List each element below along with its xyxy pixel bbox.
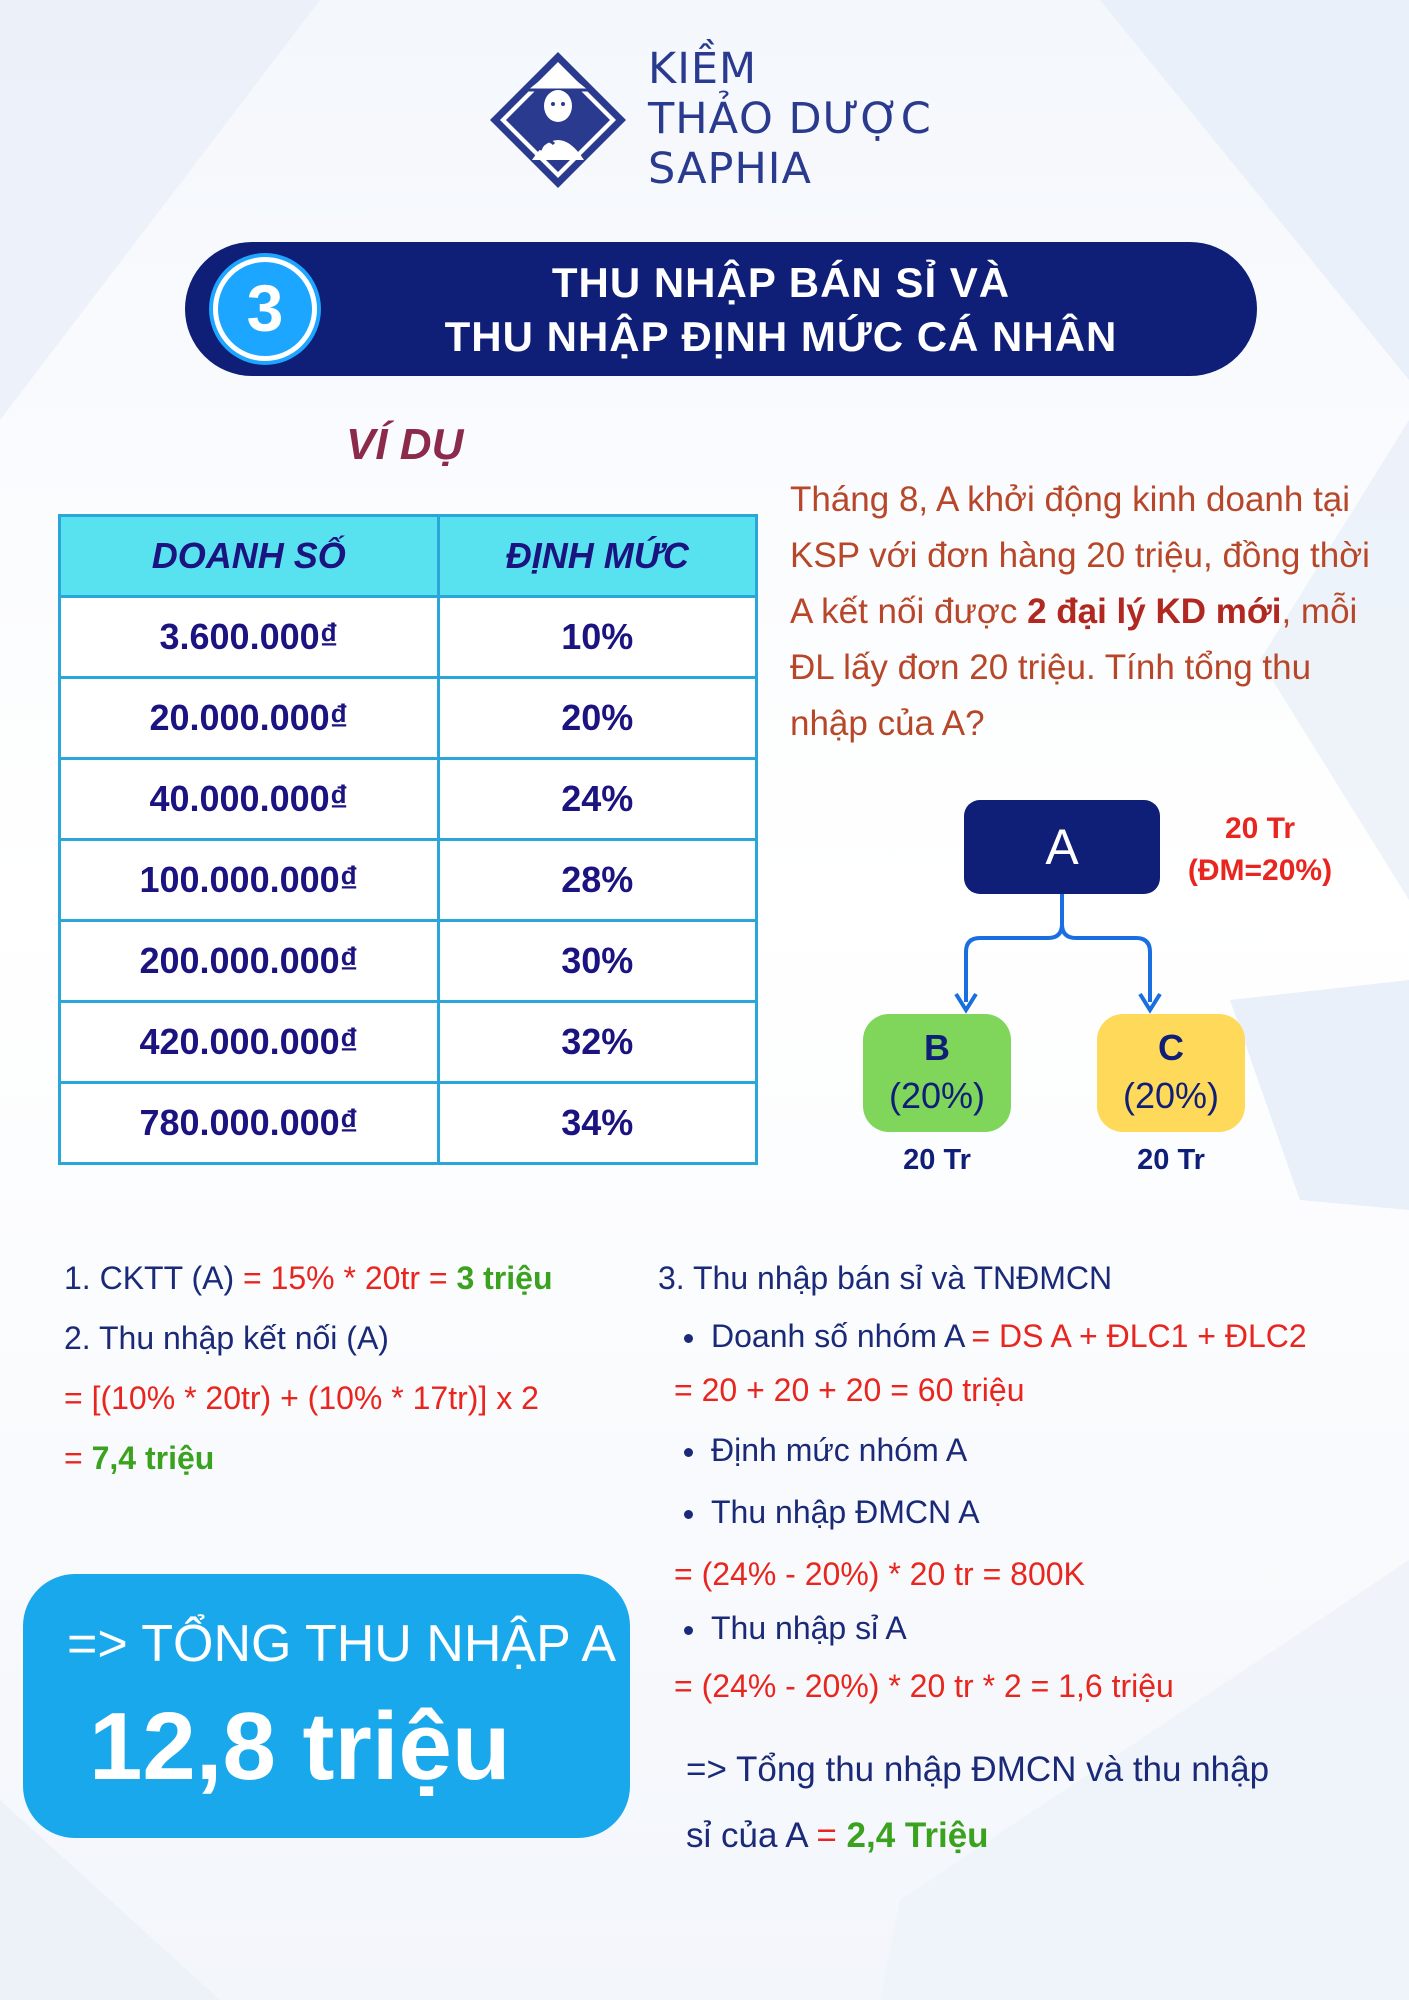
- personal-income-label: Thu nhập ĐMCN A: [711, 1494, 980, 1530]
- bullet-dot: [684, 1626, 693, 1635]
- bullet-dot: [684, 1448, 693, 1457]
- tree-node-c: [1097, 1014, 1245, 1132]
- calc-step-2-label: 2. Thu nhập kết nối (A): [64, 1320, 389, 1356]
- brand-line-1: KIỀM: [648, 44, 758, 94]
- tree-node-a: A: [964, 800, 1160, 894]
- header-quota: ĐỊNH MỨC: [438, 516, 756, 597]
- summary-line-1: => Tổng thu nhập ĐMCN và thu nhập: [686, 1750, 1270, 1789]
- quota-cell: 34%: [438, 1083, 756, 1164]
- summary-eq: =: [816, 1816, 847, 1855]
- bullet-dot: [684, 1334, 693, 1343]
- header-sales: DOANH SỐ: [60, 516, 439, 597]
- step-2-eq: =: [64, 1440, 92, 1476]
- group-sales-total: = 20 + 20 + 20 = 60 triệu: [674, 1372, 1025, 1408]
- quota-cell: 20%: [438, 678, 756, 759]
- table-row: [60, 840, 757, 921]
- wholesale-income-formula: = (24% - 20%) * 20 tr * 2 = 1,6 triệu: [674, 1668, 1174, 1704]
- summary-prefix: sỉ của A: [686, 1816, 817, 1855]
- summary-line-2: [686, 1816, 989, 1856]
- tree-node-b: [863, 1014, 1011, 1132]
- step-1-result: 3 triệu: [456, 1260, 553, 1296]
- sales-cell: 420.000.000₫: [60, 1002, 439, 1083]
- calc-step-2-formula: [64, 1380, 539, 1417]
- total-value: 12,8 triệu: [89, 1693, 511, 1800]
- section-header: [185, 242, 1257, 376]
- personal-income-formula: = (24% - 20%) * 20 tr = 800K: [674, 1556, 1085, 1592]
- section-title-line-1: THU NHẬP BÁN SỈ VÀ: [551, 259, 1011, 306]
- problem-highlight: 2 đại lý KD mới: [1027, 592, 1282, 631]
- node-c-rate: (20%): [1122, 1075, 1220, 1116]
- group-sales-label: Doanh số nhóm A: [711, 1318, 966, 1354]
- node-b-name: B: [924, 1027, 950, 1068]
- problem-text-1: Tháng 8, A khởi động kinh doanh tại KSP với đơn hàng 20 triệu, đồng thời A kết nối được: [790, 480, 1370, 631]
- note-line-1: 20 Tr: [1224, 812, 1296, 845]
- note-line-2: (ĐM=20%): [1187, 854, 1333, 887]
- total-label: => TỔNG THU NHẬP A: [67, 1615, 617, 1673]
- tree-node-a-note: [1170, 808, 1350, 892]
- calc-step-3-heading: 3. Thu nhập bán sỉ và TNĐMCN: [658, 1260, 1113, 1296]
- node-c-name: C: [1158, 1027, 1184, 1068]
- section-number-badge: 3: [213, 257, 317, 361]
- wholesale-income-label: Thu nhập sỉ A: [711, 1610, 907, 1646]
- quota-cell: 30%: [438, 921, 756, 1002]
- total-income-box: [23, 1574, 630, 1838]
- quota-cell: 24%: [438, 759, 756, 840]
- step-2-multiplier: x 2: [487, 1380, 539, 1416]
- farmer-logo-icon: [488, 50, 628, 190]
- step-2-result: 7,4 triệu: [91, 1440, 215, 1476]
- quota-cell: 28%: [438, 840, 756, 921]
- tree-connectors: [900, 890, 1200, 1020]
- quota-cell: 32%: [438, 1002, 756, 1083]
- bullet-dot: [684, 1510, 693, 1519]
- table-row: [60, 597, 757, 678]
- node-b-rate: (20%): [888, 1075, 986, 1116]
- section-title: [345, 256, 1217, 364]
- table-row: [60, 1083, 757, 1164]
- group-sales-formula: = DS A + ĐLC1 + ĐLC2: [971, 1318, 1307, 1354]
- brand-line-2: THẢO DƯỢC: [648, 94, 932, 144]
- calc-step-1: [64, 1260, 552, 1297]
- table-header-row: [60, 516, 757, 597]
- table-row: [60, 678, 757, 759]
- example-label: VÍ DỤ: [346, 420, 464, 469]
- section-title-line-2: THU NHẬP ĐỊNH MỨC CÁ NHÂN: [444, 313, 1118, 360]
- group-quota-label: Định mức nhóm A: [711, 1432, 968, 1468]
- problem-text-2: , mỗi ĐL lấy đơn 20 triệu. Tính tổng thu nhập của A?: [790, 592, 1358, 743]
- node-c-amount: 20 Tr: [1137, 1144, 1205, 1176]
- sales-cell: 780.000.000₫: [60, 1083, 439, 1164]
- bullet-wholesale-income: [684, 1610, 907, 1647]
- brand-line-3: SAPHIA: [648, 144, 812, 194]
- problem-statement: [790, 472, 1380, 752]
- calc-step-2-result: [64, 1440, 214, 1477]
- node-b-amount: 20 Tr: [903, 1144, 971, 1176]
- bullet-group-quota: [684, 1432, 967, 1469]
- bullet-personal-income: [684, 1494, 980, 1531]
- step-2-formula: = [(10% * 20tr) + (10% * 17tr)]: [64, 1380, 488, 1416]
- quota-cell: 10%: [438, 597, 756, 678]
- sales-cell: 20.000.000₫: [60, 678, 439, 759]
- table-row: [60, 759, 757, 840]
- brand-name: [648, 44, 932, 194]
- step-1-label: 1. CKTT (A): [64, 1260, 235, 1296]
- sales-cell: 100.000.000₫: [60, 840, 439, 921]
- sales-cell: 3.600.000₫: [60, 597, 439, 678]
- sales-cell: 40.000.000₫: [60, 759, 439, 840]
- quota-table: [58, 514, 758, 1165]
- bullet-group-sales: [684, 1318, 1307, 1355]
- sales-cell: 200.000.000₫: [60, 921, 439, 1002]
- table-row: [60, 1002, 757, 1083]
- step-1-formula: = 15% * 20tr =: [234, 1260, 457, 1296]
- summary-result: 2,4 Triệu: [846, 1816, 989, 1855]
- table-row: [60, 921, 757, 1002]
